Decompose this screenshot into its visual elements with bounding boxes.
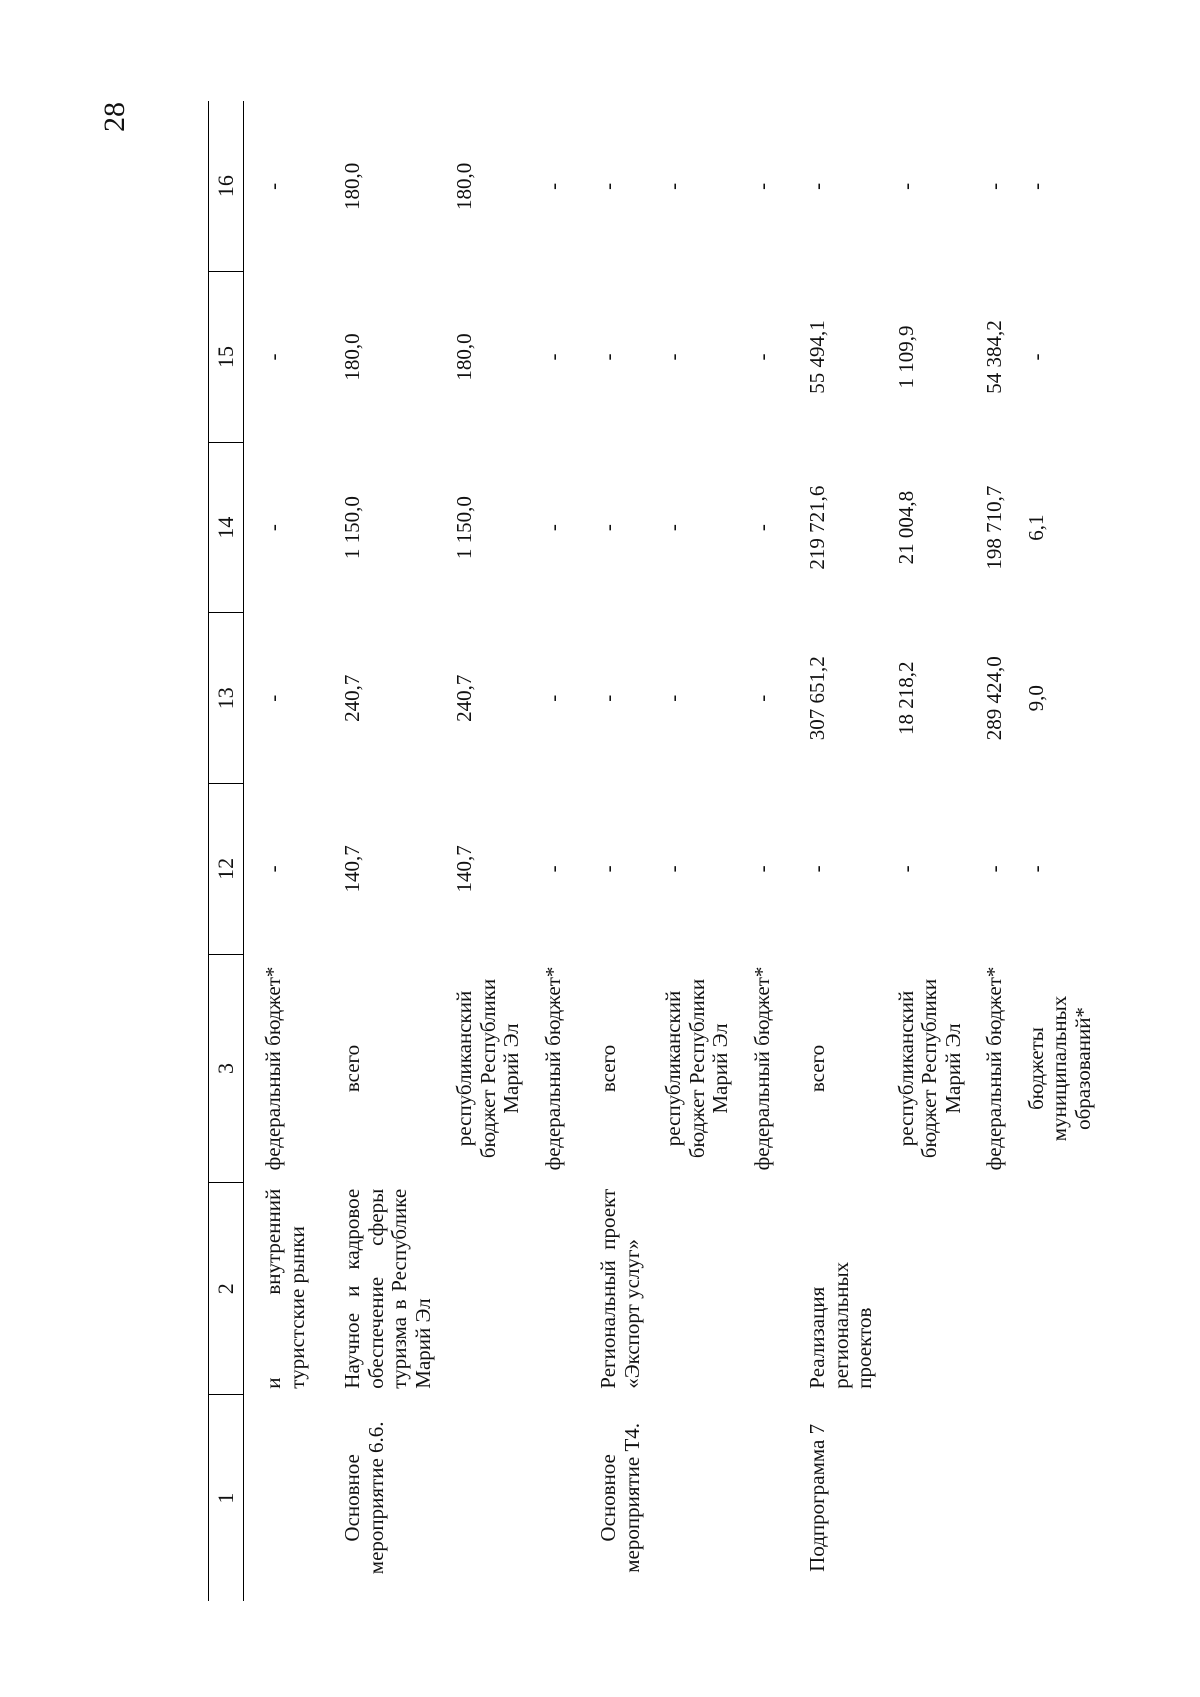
value-col-14: - [596,524,621,532]
value-col-13: 289 424,0 [982,656,1007,741]
table-row [1007,101,1096,1601]
row-description [1007,1183,1096,1395]
row-label: Основное мероприятие Т4. [596,1422,644,1573]
column-header: 16 [209,101,244,272]
table-row [877,101,966,1601]
row-label [733,1395,775,1601]
table-header-row [209,101,244,1601]
table-row [644,101,733,1601]
column-header: 12 [209,784,244,955]
value-col-14: - [661,524,686,532]
table-row [309,101,435,1601]
funding-source: федеральный бюджет* [261,966,285,1171]
value-col-16: 180,0 [340,162,365,210]
value-col-14: 219 721,6 [805,485,830,570]
column-header: 3 [209,954,244,1183]
row-label [1007,1395,1096,1601]
value-col-12: - [982,865,1007,873]
row-description: и внутренний туристские рынки [261,1188,309,1389]
table-row [435,101,524,1601]
value-col-15: 180,0 [452,333,477,381]
value-col-15: - [749,353,774,361]
value-col-16: 180,0 [452,162,477,210]
value-col-16: - [749,182,774,190]
table-row [774,101,877,1601]
value-col-12: - [805,865,830,873]
value-col-16: - [661,182,686,190]
row-description [524,1183,566,1395]
value-col-13: 18 218,2 [893,661,918,735]
value-col-15: 55 494,1 [805,320,830,394]
value-col-12: 140,7 [340,845,365,893]
row-description: Региональный проект «Экспорт услуг» [596,1188,644,1389]
column-header: 2 [209,1183,244,1395]
table-row [965,101,1007,1601]
value-col-12: - [261,865,285,873]
value-col-12: - [596,865,621,873]
value-col-13: 9,0 [1023,685,1048,712]
value-col-16: - [805,182,830,190]
value-col-12: - [1023,865,1048,873]
funding-source: республиканский бюджет Республики Марий Эл [452,978,524,1159]
value-col-15: 54 384,2 [982,320,1007,394]
page-number: 28 [98,102,131,132]
value-col-16: - [540,182,565,190]
row-label [644,1395,733,1601]
row-label [244,1395,310,1601]
value-col-16: - [893,182,918,190]
value-col-16: - [596,182,621,190]
value-col-13: - [596,694,621,702]
row-description [877,1183,966,1395]
row-description [435,1183,524,1395]
funding-source: всего [805,1044,830,1093]
value-col-16: - [982,182,1007,190]
funding-source: всего [340,1044,365,1093]
value-col-14: 6,1 [1023,514,1048,541]
table-row [733,101,775,1601]
value-col-14: 1 150,0 [340,496,365,560]
funding-table [208,101,1095,1601]
value-col-15: 180,0 [340,333,365,381]
value-col-14: - [749,524,774,532]
value-col-13: - [749,694,774,702]
value-col-16: - [261,182,285,190]
funding-source: всего [596,1044,621,1093]
funding-source: федеральный бюджет* [982,966,1007,1171]
funding-source: республиканский бюджет Республики Марий Эл [661,978,733,1159]
row-label: Основное мероприятие 6.6. [340,1421,388,1575]
row-label [524,1395,566,1601]
value-col-15: - [1023,353,1048,361]
value-col-15: - [661,353,686,361]
funding-source: республиканский бюджет Республики Марий Эл [893,978,965,1159]
row-label: Подпрограмма 7 [805,1423,830,1572]
value-col-15: - [261,353,285,361]
value-col-15: - [540,353,565,361]
value-col-16: - [1023,182,1048,190]
row-label [877,1395,966,1601]
value-col-14: 1 150,0 [452,496,477,560]
row-label [965,1395,1007,1601]
value-col-13: 307 651,2 [805,656,830,741]
value-col-13: - [261,694,285,702]
funding-source: федеральный бюджет* [749,966,774,1171]
value-col-13: - [661,694,686,702]
row-label [435,1395,524,1601]
value-col-14: 198 710,7 [982,485,1007,570]
value-col-14: - [540,524,565,532]
value-col-12: - [540,865,565,873]
funding-source: бюджеты муниципальных образований* [1023,995,1095,1142]
value-col-14: 21 004,8 [893,490,918,565]
funding-source: федеральный бюджет* [540,966,565,1171]
value-col-15: 1 109,9 [893,325,918,389]
value-col-12: - [661,865,686,873]
column-header: 13 [209,613,244,784]
column-header: 14 [209,442,244,613]
value-col-13: - [540,694,565,702]
row-description: Реализация региональных проектов [805,1261,877,1389]
table-row [244,101,310,1601]
value-col-13: 240,7 [452,674,477,722]
value-col-13: 240,7 [340,674,365,722]
row-description [644,1183,733,1395]
value-col-12: - [893,865,918,873]
value-col-12: - [749,865,774,873]
table-row [565,101,644,1601]
value-col-15: - [596,353,621,361]
column-header: 15 [209,272,244,443]
row-description: Научное и кадровое обеспечение сферы туризма в Республике Марий Эл [340,1188,435,1389]
value-col-12: 140,7 [452,845,477,893]
column-header: 1 [209,1395,244,1601]
table-row [524,101,566,1601]
row-description [733,1183,775,1395]
value-col-14: - [261,524,285,532]
row-description [965,1183,1007,1395]
